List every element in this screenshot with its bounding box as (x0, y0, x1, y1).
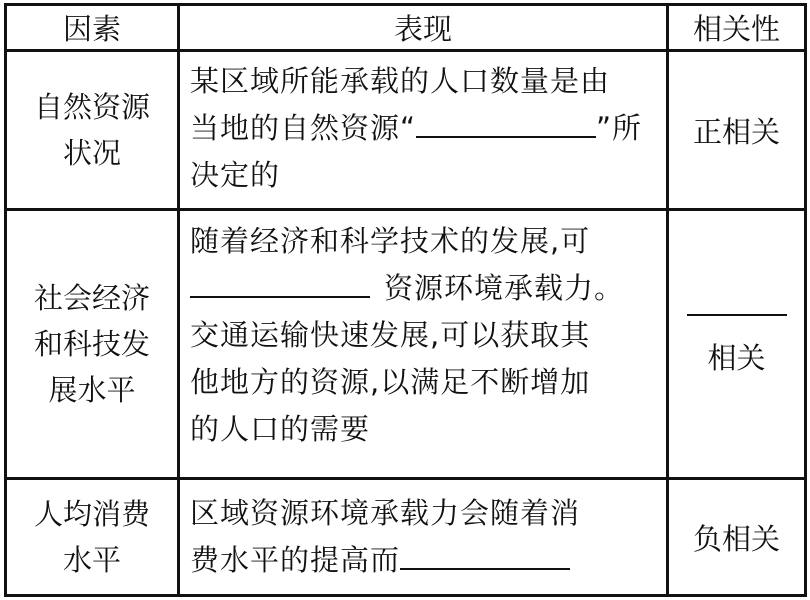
row2-desc-line4: 他地方的资源,以满足不断增加 (190, 365, 591, 399)
row3-answer-blank[interactable] (400, 542, 570, 570)
row3-factor-line1: 人均消费 (33, 497, 150, 531)
row1-desc-line2-before: 当地的自然资源“ (190, 111, 417, 145)
row3-desc-line2 (190, 537, 666, 584)
table-border-right (804, 3, 807, 597)
row3-factor (7, 480, 177, 594)
row2-answer-blank[interactable] (190, 270, 370, 298)
row1-desc-line2-after: ”所 (596, 111, 643, 145)
row1-factor (7, 52, 177, 208)
row3-description (180, 490, 666, 594)
row2-desc-line2-after: 资源环境承载力。 (384, 271, 625, 305)
row2-relevance-blank[interactable] (687, 312, 787, 316)
row1-description (180, 58, 666, 208)
row1-desc-line1: 某区域所能承载的人口数量是由 (190, 64, 611, 98)
row2-description (180, 218, 666, 477)
header-factor: 因素 (62, 12, 121, 46)
row2-factor-line1: 社会经济 (33, 281, 150, 315)
row2-factor (7, 211, 177, 477)
row3-relevance: 负相关 (692, 521, 780, 556)
row3-desc-line1: 区域资源环境承载力会随着消 (190, 496, 581, 530)
row1-desc-line3: 决定的 (190, 158, 281, 192)
row2-relevance (669, 211, 804, 477)
row3-desc-line2-before: 费水平的提高而 (190, 543, 401, 577)
row1-factor-line1: 自然资源 (33, 90, 150, 124)
row2-desc-line1: 随着经济和科学技术的发展,可 (190, 224, 591, 258)
row1-relevance: 正相关 (692, 114, 780, 149)
row2-desc-line2 (190, 265, 666, 312)
row2-relevance-text: 相关 (707, 340, 766, 375)
header-description: 表现 (393, 12, 452, 46)
row2-factor-line3: 展水平 (48, 373, 136, 407)
row3-factor-line2: 水平 (62, 543, 121, 577)
header-relevance: 相关性 (692, 12, 780, 46)
row2-factor-line2: 和科技发 (33, 327, 150, 361)
row1-factor-line2: 状况 (62, 136, 121, 170)
row1-desc-line2 (190, 105, 666, 152)
row1-answer-blank[interactable] (416, 110, 596, 138)
row2-desc-line3: 交通运输快速发展,可以获取其 (190, 318, 591, 352)
table-border-bottom (4, 594, 807, 597)
row2-desc-line5: 的人口的需要 (190, 412, 371, 446)
